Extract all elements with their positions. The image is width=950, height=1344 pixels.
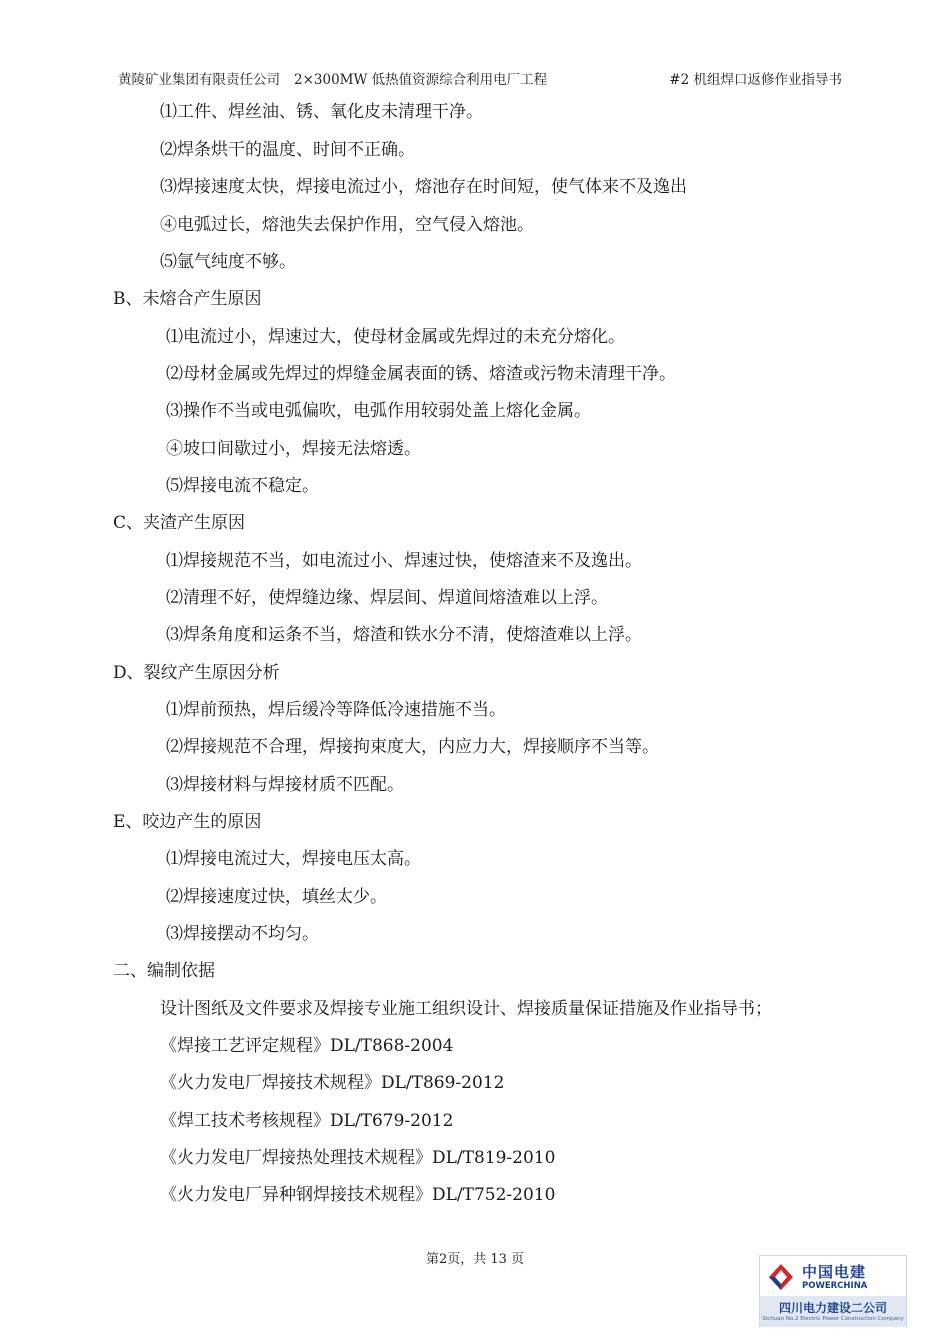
list-item: ④坡口间歇过小，焊接无法熔透。 [166, 439, 421, 459]
logo-name-en: POWERCHINA [802, 1281, 868, 1291]
powerchina-emblem-icon [766, 1262, 796, 1292]
powerchina-logo [759, 1255, 907, 1327]
header-document-title: #2 机组焊口返修作业指导书 [669, 72, 842, 88]
list-item: 《火力发电厂焊接技术规程》DL/T869-2012 [160, 1073, 505, 1093]
list-item: ⑶焊条角度和运条不当，熔渣和铁水分不清，使熔渣难以上浮。 [166, 625, 642, 645]
list-item: ⑴工件、焊丝油、锈、氧化皮未清理干净。 [160, 102, 483, 122]
list-item: ⑵母材金属或先焊过的焊缝金属表面的锈、熔渣或污物未清理干净。 [166, 364, 676, 384]
list-item: 设计图纸及文件要求及焊接专业施工组织设计、焊接质量保证措施及作业指导书； [160, 999, 772, 1019]
list-item: ⑵焊接速度过快，填丝太少。 [166, 887, 387, 907]
header-project: 2×300MW 低热值资源综合利用电厂工程 [294, 72, 548, 88]
list-item: 《火力发电厂异种钢焊接技术规程》DL/T752-2010 [160, 1185, 556, 1205]
page-header [118, 68, 842, 90]
list-item: 《火力发电厂焊接热处理技术规程》DL/T819-2010 [160, 1148, 556, 1168]
list-item: ⑶焊接摆动不均匀。 [166, 924, 319, 944]
list-item: 《焊接工艺评定规程》DL/T868-2004 [160, 1036, 454, 1056]
list-item: 《焊工技术考核规程》DL/T679-2012 [160, 1111, 454, 1131]
list-item: ⑴焊接规范不当，如电流过小、焊速过快，使熔渣来不及逸出。 [166, 551, 642, 571]
list-item: ⑴焊前预热，焊后缓冷等降低冷速措施不当。 [166, 700, 506, 720]
list-item: ⑶操作不当或电弧偏吹，电弧作用较弱处盖上熔化金属。 [166, 401, 591, 421]
list-item: ④电弧过长，熔池失去保护作用，空气侵入熔池。 [160, 215, 534, 235]
list-item: ⑸焊接电流不稳定。 [166, 476, 319, 496]
section-heading-e: E、咬边产生的原因 [113, 812, 262, 832]
header-company: 黄陵矿业集团有限责任公司 [118, 72, 280, 88]
header-left [118, 68, 547, 88]
section-heading-b: B、未熔合产生原因 [113, 289, 262, 309]
list-item: ⑴电流过小，焊速过大，使母材金属或先焊过的未充分熔化。 [166, 327, 625, 347]
section-heading-c: C、夹渣产生原因 [113, 513, 246, 533]
list-item: ⑵清理不好，使焊缝边缘、焊层间、焊道间熔渣难以上浮。 [166, 588, 608, 608]
list-item: ⑵焊条烘干的温度、时间不正确。 [160, 140, 415, 160]
list-item: ⑴焊接电流过大，焊接电压太高。 [166, 849, 421, 869]
list-item: ⑵焊接规范不合理，焊接拘束度大，内应力大，焊接顺序不当等。 [166, 737, 659, 757]
logo-subsidiary-cn: 四川电力建设二公司 [778, 1301, 887, 1315]
list-item: ⑶焊接材料与焊接材质不匹配。 [166, 775, 404, 795]
list-item: ⑸氩气纯度不够。 [160, 252, 296, 272]
logo-subsidiary-en: Sichuan No.2 Electric Power Construction Company [762, 1316, 904, 1322]
logo-name-cn: 中国电建 [802, 1263, 867, 1281]
page-number: 第2页，共 13 页 [425, 1252, 525, 1267]
section-heading-d: D、裂纹产生原因分析 [113, 663, 280, 683]
list-item: ⑶焊接速度太快，焊接电流过小，熔池存在时间短，使气体来不及逸出 [160, 177, 687, 197]
section-heading-basis: 二、编制依据 [113, 961, 215, 981]
